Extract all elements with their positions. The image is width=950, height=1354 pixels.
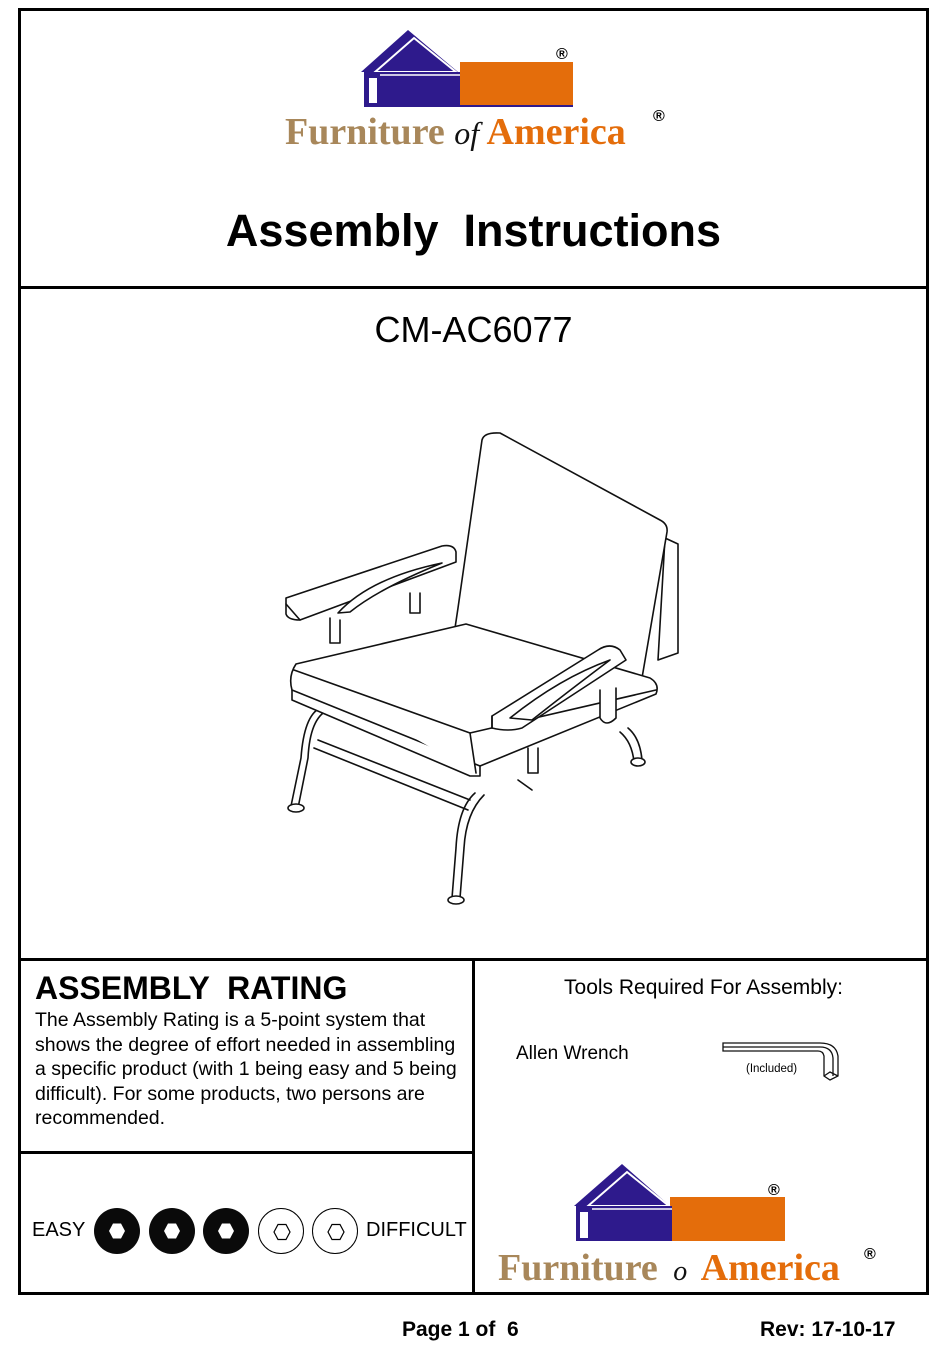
rating-scale-difficult-label: DIFFICULT: [366, 1219, 467, 1241]
brand-word-of: of: [454, 115, 480, 151]
rating-scale-easy-label: EASY: [32, 1219, 86, 1241]
rating-circle-empty: [258, 1208, 304, 1254]
footer-registered-mark: ®: [768, 1182, 780, 1199]
page-number: Page 1 of 6: [402, 1318, 519, 1341]
rating-circle-filled: [94, 1208, 140, 1254]
page-title: Assembly Instructions: [225, 205, 722, 256]
registered-mark-text: ®: [653, 108, 665, 125]
brand-word-furniture: Furniture: [285, 111, 445, 153]
tool-note-included: (Included): [746, 1063, 798, 1075]
rating-circle-filled: [203, 1208, 249, 1254]
footer-house-logo-icon: [494, 1160, 894, 1250]
armchair-illustration: [270, 428, 690, 908]
tools-required-title: Tools Required For Assembly:: [564, 976, 843, 999]
tool-name-allen-wrench: Allen Wrench: [516, 1043, 629, 1064]
house-logo-icon: [280, 26, 680, 116]
revision-label: Rev: 17-10-17: [760, 1318, 896, 1341]
registered-mark: ®: [556, 46, 568, 63]
brand-word-america: America: [486, 111, 626, 153]
footer-brand-word-america: America: [700, 1247, 840, 1289]
model-number: CM-AC6077: [374, 309, 573, 350]
assembly-rating-title: ASSEMBLY RATING: [35, 970, 348, 1006]
rating-circle-filled: [149, 1208, 195, 1254]
brand-logo: [280, 26, 680, 156]
header-divider: [18, 286, 929, 289]
rating-divider: [18, 1151, 474, 1154]
footer-registered-mark-text: ®: [864, 1246, 876, 1263]
footer-brand-logo: [494, 1160, 894, 1290]
rating-column-divider: [472, 958, 475, 1295]
allen-wrench-icon: [720, 1038, 850, 1083]
rating-circle-empty: [312, 1208, 358, 1254]
assembly-rating-description: The Assembly Rating is a 5-point system that shows the degree of effort needed in assembling a specific product (with 1 being easy and 5 being difficult). For some products, two persons are recommended.: [35, 1009, 457, 1129]
footer-brand-word-of: o: [673, 1256, 688, 1287]
footer-brand-word-furniture: Furniture: [498, 1247, 658, 1289]
